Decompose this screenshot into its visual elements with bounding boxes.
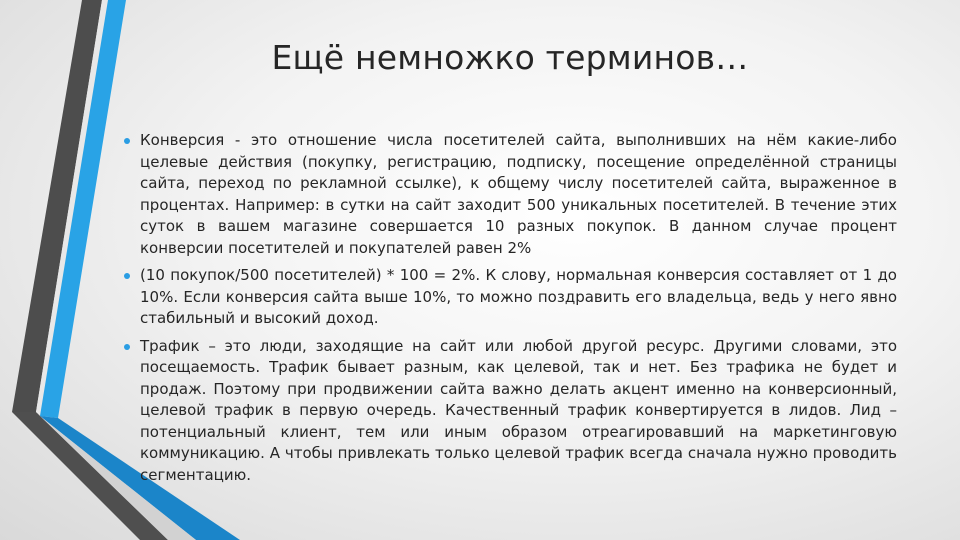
bullet-text: Трафик – это люди, заходящие на сайт или любой другой ресурс. Другими словами, это посещаемость. Трафик бывает разным, как целевой, так и нет. Без трафика не будет и продаж. Поэтому при продвижении сайта важно делать акцент именно на конверсионный, целевой трафик в первую очередь. Качественный трафик конвертируется в лидов. Лид – потенциальный клиент, тем или иным образом отреагировавший на маркетинговую коммуникацию. А чтобы привлекать только целевой трафик всегда сначала нужно проводить сегментацию. bbox=[140, 336, 897, 484]
bullet-dot-icon bbox=[124, 273, 130, 279]
bullet-traffic bbox=[124, 336, 897, 487]
bullet-dot-icon bbox=[124, 344, 130, 350]
bullet-dot-icon bbox=[124, 138, 130, 144]
bullet-text: (10 покупок/500 посетителей) * 100 = 2%. К слову, нормальная конверсия составляет от 1 до 10%. Если конверсия сайта выше 10%, то можно поздравить его владельца, ведь у него явно стабильный и высокий доход. bbox=[140, 266, 897, 327]
bullet-text: Конверсия - это отношение числа посетителей сайта, выполнивших на нём какие-либо целевые действия (покупку, регистрацию, подписку, посещение определённой страницы сайта, переход по рекламной ссылке), к общему числу посетителей сайта, выраженное в процентах. Например: в сутки на сайт заходит 500 уникальных посетителей. В течение этих суток в вашем магазине совершается 10 разных покупок. В данном случае процент конверсии посетителей и покупателей равен 2% bbox=[140, 131, 897, 257]
bullet-conversion bbox=[124, 130, 897, 259]
bullet-calculation bbox=[124, 265, 897, 330]
slide-title: Ещё немножко терминов… bbox=[271, 38, 749, 77]
slide-content bbox=[124, 130, 897, 492]
